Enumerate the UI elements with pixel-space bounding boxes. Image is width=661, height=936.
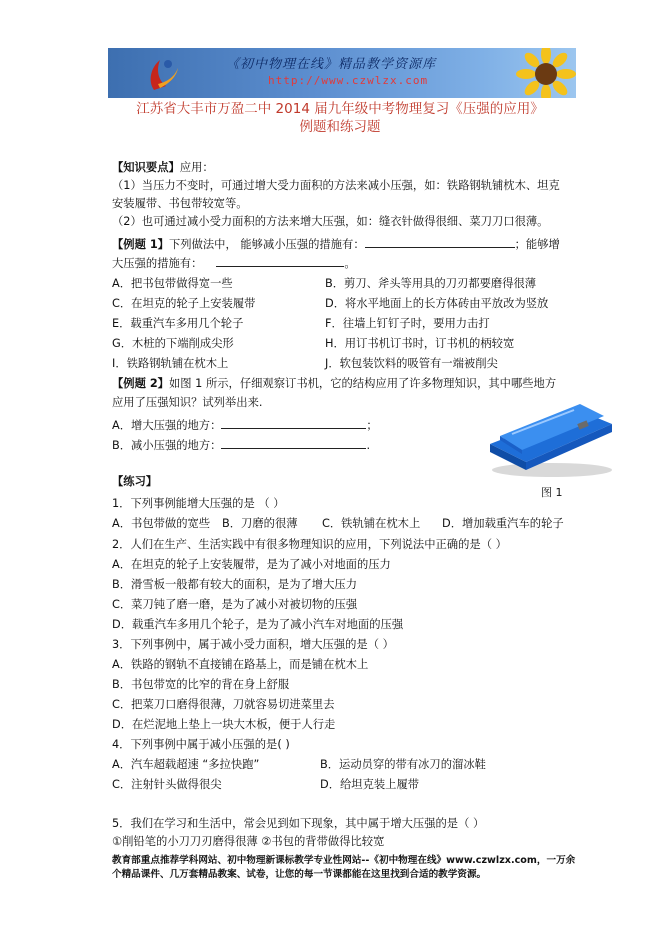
banner-title: 《初中物理在线》精品教学资源库 <box>226 57 437 72</box>
knowledge-p1-line1: （1）当压力不变时，可通过增大受力面积的方法来减小压强，如：铁路钢轨铺枕木、坦克 <box>112 179 560 192</box>
question-3: 3．下列事例中，属于减小受力面积，增大压强的是（ ） <box>112 638 394 651</box>
example2-a-end: ； <box>366 419 378 432</box>
knowledge-heading-suffix: 应用： <box>179 161 214 174</box>
question-4: 4．下列事例中属于减小压强的是( ) <box>112 738 290 751</box>
sunflower-icon <box>516 48 576 98</box>
example2-blank-b[interactable] <box>221 436 366 449</box>
q1-option-a: A．书包带做的宽些 <box>112 517 211 530</box>
q4-option-c: C．注射针头做得很尖 <box>112 778 222 791</box>
example2-blank-a[interactable] <box>221 416 366 429</box>
q4-option-b: B．运动员穿的带有冰刀的溜冰鞋 <box>320 758 486 771</box>
knowledge-heading-row <box>112 160 214 176</box>
example1-option: D．将水平地面上的长方体砖由平放改为竖放 <box>325 297 549 310</box>
example1-option: E．载重汽车多用几个轮子 <box>112 317 244 330</box>
knowledge-p1-line2: 安装履带、书包带较宽等。 <box>112 197 248 210</box>
q1-option-d: D．增加载重汽车的轮子 <box>442 517 564 530</box>
example1-option: B．剪刀、斧头等用具的刀刃都要磨得很薄 <box>325 277 537 290</box>
q3-option-b: B．书包带宽的比窄的背在身上舒服 <box>112 678 290 691</box>
practice-heading: 【练习】 <box>112 475 158 488</box>
q3-option-c: C．把菜刀口磨得很薄，刀就容易切进菜里去 <box>112 698 335 711</box>
stapler-figure <box>482 396 618 480</box>
knowledge-heading: 【知识要点】 <box>112 161 180 174</box>
q2-option-a: A．在坦克的轮子上安装履带，是为了减小对地面的压力 <box>112 558 391 571</box>
q4-option-a: A．汽车超载超速 “多拉快跑” <box>112 758 260 771</box>
example1-text-c: 大压强的措施有： <box>112 257 203 270</box>
example1-line2 <box>112 254 356 272</box>
example1-option: A．把书包带做得宽一些 <box>112 277 233 290</box>
example1-blank-increase[interactable] <box>216 254 344 267</box>
example2-text-1: 如图 1 所示，仔细观察订书机，它的结构应用了许多物理知识，其中哪些地方 <box>168 377 557 390</box>
q4-option-d: D．给坦克装上履带 <box>320 778 420 791</box>
example1-option: G．木桩的下端削成尖形 <box>112 337 234 350</box>
q3-option-d: D．在烂泥地上垫上一块大木板，便于人行走 <box>112 718 336 731</box>
knowledge-p2: （2）也可通过减小受力面积的方法来增大压强，如：缝衣针做得很细、菜刀刀口很薄。 <box>112 215 549 228</box>
example1-line1 <box>112 235 560 253</box>
question-2: 2．人们在生产、生活实践中有很多物理知识的应用，下列说法中正确的是（ ） <box>112 538 507 551</box>
footer-line2: 个精品课件、几万套精品教案、试卷，让您的每一节课都能在这里找到合适的教学资源。 <box>112 869 487 880</box>
doc-title-line2: 例题和练习题 <box>299 119 381 135</box>
site-logo-icon <box>146 54 180 92</box>
figure-1-caption: 图 1 <box>541 486 563 499</box>
example2-a-label: A．增大压强的地方： <box>112 419 222 432</box>
question-5: 5．我们在学习和生活中，常会见到如下现象，其中属于增大压强的是（ ） <box>112 817 485 830</box>
q1-option-b: B．刀磨的很薄 <box>222 517 298 530</box>
q2-option-c: C．菜刀钝了磨一磨，是为了减小对被切物的压强 <box>112 598 358 611</box>
header-banner <box>108 48 576 98</box>
q5-line2: ①削铅笔的小刀刀刃磨得很薄 ②书包的背带做得比较宽 <box>112 835 385 848</box>
example2-b-label: B．减小压强的地方： <box>112 439 222 452</box>
example2-line2: 应用了压强知识？试列举出来. <box>112 396 263 409</box>
example1-text-d: 。 <box>344 257 356 270</box>
example1-option: H．用订书机订书时，订书机的柄较宽 <box>325 337 515 350</box>
q3-option-a: A．铁路的钢轨不直接铺在路基上，而是铺在枕木上 <box>112 658 369 671</box>
doc-title-line1: 江苏省大丰市万盈二中 2014 届九年级中考物理复习《压强的应用》 <box>136 101 544 117</box>
example1-option: F．往墙上钉钉子时，要用力击打 <box>325 317 490 330</box>
q1-option-c: C．铁轨铺在枕木上 <box>322 517 421 530</box>
example1-text-a: 下列做法中， 能够减小压强的措施有： <box>168 238 365 251</box>
example2-b-end: . <box>366 439 371 452</box>
example1-text-b: ；能够增 <box>514 238 560 251</box>
example1-option: J．软包装饮料的吸管有一端被削尖 <box>325 357 498 370</box>
banner-url[interactable]: http://www.czwlzx.com <box>268 74 429 87</box>
footer-line1: 教育部重点推荐学科网站、初中物理新课标教学专业性网站--《初中物理在线》www.czwlzx.com，一万余 <box>112 855 576 866</box>
q2-option-b: B．滑雪板一般都有较大的面积，是为了增大压力 <box>112 578 357 591</box>
example2-label: 【例题 2】 <box>112 377 169 390</box>
example2-answer-a <box>112 416 378 434</box>
example1-option: C．在坦克的轮子上安装履带 <box>112 297 256 310</box>
q2-option-d: D．载重汽车多用几个轮子，是为了减小汽车对地面的压强 <box>112 618 404 631</box>
example2-line1 <box>112 376 556 392</box>
example1-label: 【例题 1】 <box>112 238 169 251</box>
example1-option: I．铁路钢轨铺在枕木上 <box>112 357 229 370</box>
example2-answer-b <box>112 436 370 454</box>
question-1: 1．下列事例能增大压强的是 （ ） <box>112 497 285 510</box>
example1-blank-decrease[interactable] <box>365 235 515 248</box>
